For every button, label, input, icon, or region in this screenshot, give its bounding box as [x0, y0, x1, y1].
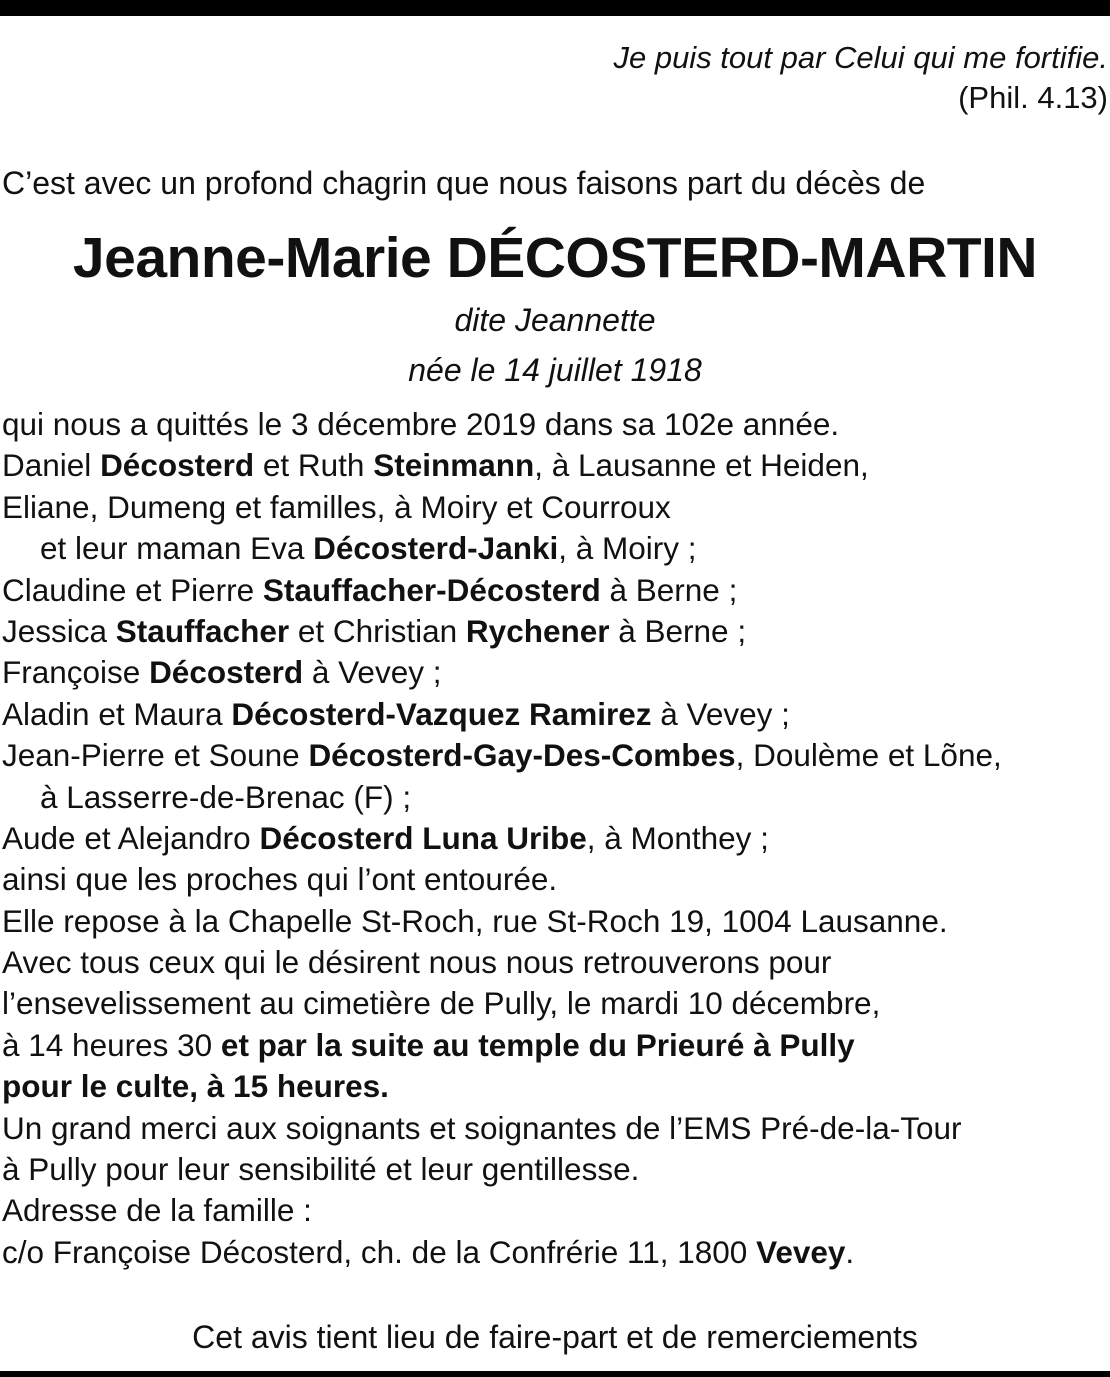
verse-reference: (Phil. 4.13) — [958, 80, 1108, 115]
body-line: Daniel Décosterd et Ruth Steinmann, à Lausanne et Heiden, — [2, 447, 869, 484]
body-line: Un grand merci aux soignants et soignantes de l’EMS Pré-de-la-Tour — [2, 1109, 962, 1146]
body-line: à Pully pour leur sensibilité et leur gentillesse. — [2, 1151, 640, 1188]
body-line: pour le culte, à 15 heures. — [2, 1068, 389, 1105]
body-line: l’ensevelissement au cimetière de Pully, le mardi 10 décembre, — [2, 985, 881, 1022]
body-line: Elle repose à la Chapelle St-Roch, rue St-Roch 19, 1004 Lausanne. — [2, 902, 948, 939]
bottom-rule — [0, 1371, 1110, 1377]
body-line: qui nous a quittés le 3 décembre 2019 dans sa 102e année. — [2, 406, 840, 442]
verse-quote: Je puis tout par Celui qui me fortifie. — [613, 40, 1108, 75]
top-rule — [0, 0, 1110, 16]
body-line: Aude et Alejandro Décosterd Luna Uribe, à Monthey ; — [2, 819, 769, 856]
family-address: c/o Françoise Décosterd, ch. de la Confrérie 11, 1800 Vevey. — [2, 1233, 855, 1270]
deceased-birth: née le 14 juillet 1918 — [408, 352, 702, 388]
body-line: Claudine et Pierre Stauffacher-Décosterd à Berne ; — [2, 571, 738, 608]
notice-body — [2, 404, 1002, 1273]
footer-note: Cet avis tient lieu de faire-part et de remerciements — [192, 1319, 918, 1355]
body-line: et leur maman Eva Décosterd-Janki, à Moiry ; — [40, 530, 697, 567]
body-line: Eliane, Dumeng et familles, à Moiry et Courroux — [2, 488, 671, 525]
bible-verse — [613, 38, 1108, 118]
body-line: Jean-Pierre et Soune Décosterd-Gay-Des-Combes, Doulème et Lõne, — [2, 737, 1002, 774]
body-line: à Lasserre-de-Brenac (F) ; — [40, 778, 412, 815]
deceased-name: Jeanne-Marie DÉCOSTERD-MARTIN — [72, 226, 1038, 290]
body-line: Aladin et Maura Décosterd-Vazquez Ramirez à Vevey ; — [2, 695, 790, 732]
body-line: Jessica Stauffacher et Christian Rychener à Berne ; — [2, 612, 747, 649]
deceased-nickname: dite Jeannette — [454, 302, 656, 338]
body-line: Adresse de la famille : — [2, 1192, 312, 1229]
intro-text: C’est avec un profond chagrin que nous faisons part du décès de — [2, 165, 926, 201]
body-line: Françoise Décosterd à Vevey ; — [2, 654, 442, 691]
body-line: à 14 heures 30 et par la suite au temple du Prieuré à Pully — [2, 1026, 855, 1063]
body-line: ainsi que les proches qui l’ont entourée. — [2, 861, 558, 898]
body-line: Avec tous ceux qui le désirent nous nous retrouverons pour — [2, 944, 832, 981]
